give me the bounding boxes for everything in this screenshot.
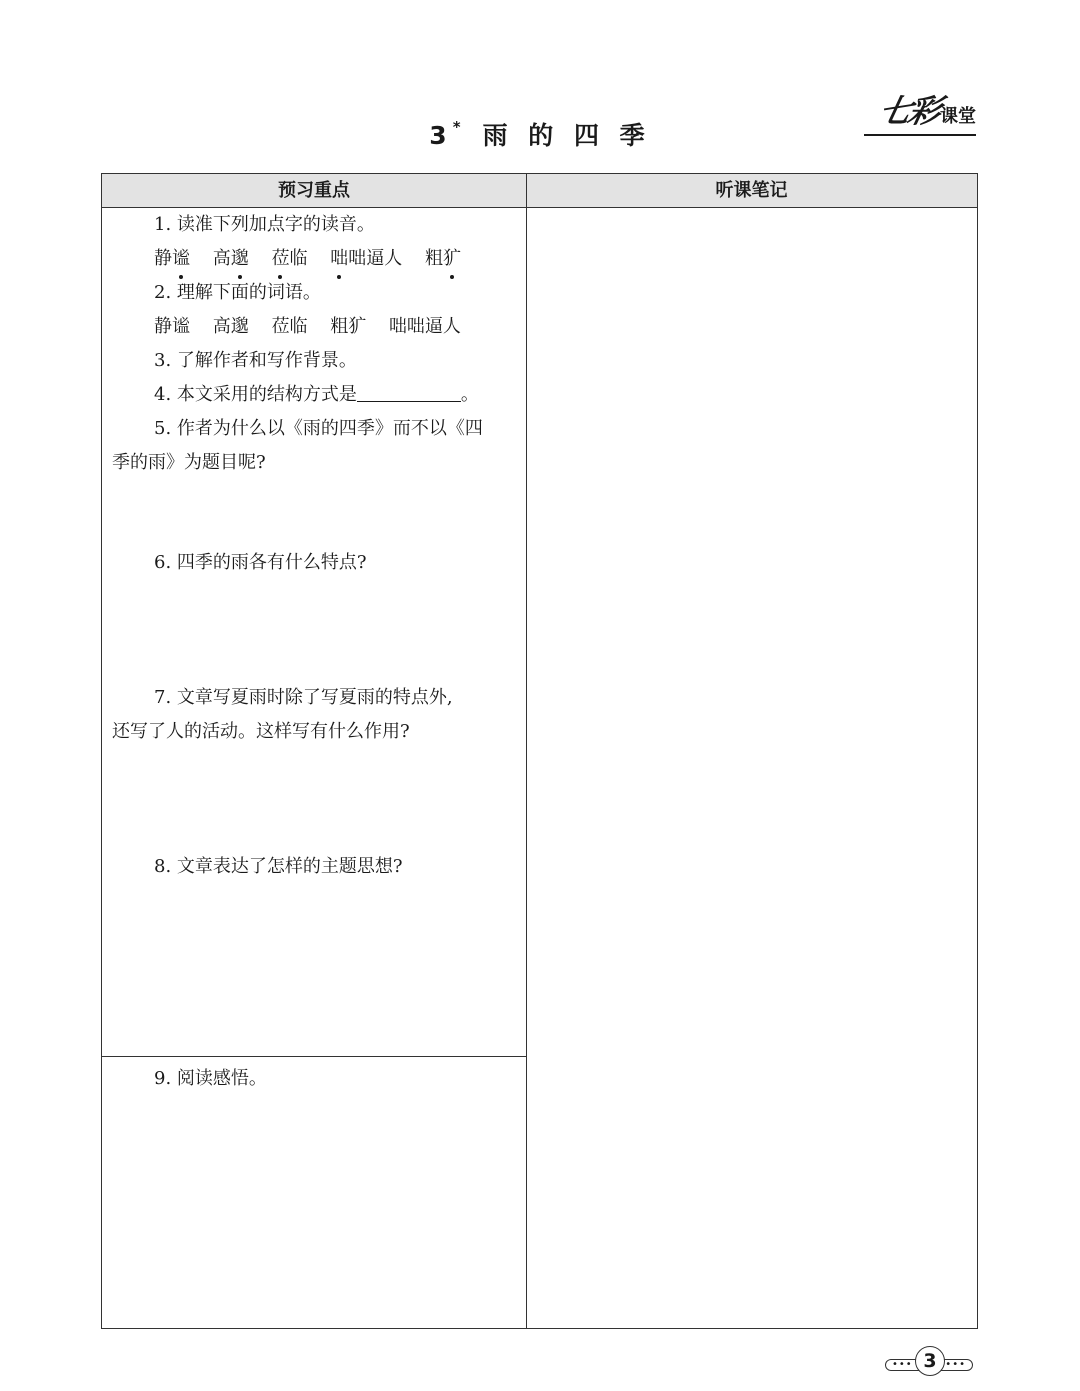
preview-header: 预习重点 — [278, 180, 350, 201]
question-3: 3. 了解作者和写作背景。 — [154, 350, 357, 371]
q1-word: 莅临 — [271, 248, 307, 269]
q2-word: 静谧 — [154, 316, 190, 337]
lesson-number: 3 — [429, 121, 453, 150]
question-8: 8. 文章表达了怎样的主题思想? — [154, 856, 403, 877]
question-1: 1. 读准下列加点字的读音。 — [154, 214, 375, 235]
q2-word-list — [154, 310, 478, 344]
brand-script: 七彩 — [875, 92, 942, 130]
q2-word: 咄咄逼人 — [388, 316, 461, 337]
q2-word: 莅临 — [271, 316, 308, 337]
question-7: 7. 文章写夏雨时除了写夏雨的特点外, 还写了人的活动。这样写有什么作用? — [112, 687, 453, 742]
lesson-name: 雨 的 四 季 — [482, 121, 651, 150]
question-2: 2. 理解下面的词语。 — [154, 282, 321, 303]
column-divider — [526, 174, 527, 1328]
q1-word: 咄咄逼人 — [330, 248, 402, 269]
question-5: 5. 作者为什么以《雨的四季》而不以《四 季的雨》为题目呢? — [112, 418, 483, 473]
page-number-badge — [885, 1352, 975, 1382]
q1-word: 高邈 — [213, 248, 249, 269]
question-9: 9. 阅读感悟。 — [154, 1068, 267, 1089]
q1-word-list — [154, 242, 478, 276]
answer-blank[interactable] — [357, 381, 461, 402]
page-pill: ••• ••• — [885, 1359, 973, 1371]
notes-header: 听课笔记 — [715, 180, 788, 201]
question-4: 4. 本文采用的结构方式是 。 — [112, 378, 518, 412]
q2-word: 粗犷 — [330, 316, 367, 337]
worksheet-table — [101, 173, 978, 1329]
q1-word: 静谧 — [154, 248, 190, 269]
lesson-title — [0, 116, 1080, 152]
page-number: 3 — [915, 1346, 945, 1376]
brand-label: 课堂 — [940, 106, 976, 127]
q1-word: 粗犷 — [425, 248, 461, 269]
section-divider — [102, 1056, 526, 1057]
question-6: 6. 四季的雨各有什么特点? — [154, 552, 367, 573]
lesson-mark: * — [452, 118, 461, 136]
q2-word: 高邈 — [212, 316, 249, 337]
